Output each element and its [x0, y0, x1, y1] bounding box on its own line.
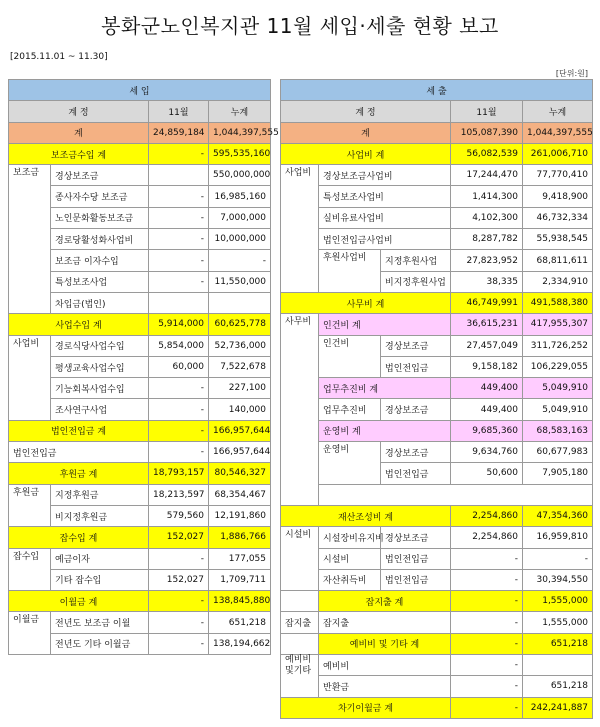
- subcategory-label: 인건비: [319, 335, 381, 378]
- table-row: 기타 잡수입 152,027 1,709,711: [9, 569, 271, 590]
- unit-label: [단위:원]: [555, 69, 588, 78]
- table-row: 조사연구사업 - 140,000: [9, 399, 271, 420]
- category-label: 사업비: [9, 335, 51, 420]
- table-row: 사업비 경로식당사업수입 5,854,000 52,736,000: [9, 335, 271, 356]
- table-row: 보조금 경상보조금 550,000,000: [9, 165, 271, 186]
- misc-income-total-row: 잡수입 계 152,027 1,886,766: [9, 527, 271, 548]
- category-label: 예비비 및기타: [281, 655, 319, 698]
- category-label: 이월금: [9, 612, 51, 655]
- subcategory-label: 후원사업비: [319, 250, 381, 293]
- promotion-total-row: 업무추진비 계 449,400 5,049,910: [281, 378, 593, 399]
- office-expense-total-row: 사무비 계 46,749,991 491,588,380: [281, 292, 593, 313]
- table-row: 잡수입 예금이자 - 177,055: [9, 548, 271, 569]
- reserve-total-row: 예비비 및 기타 계 - 651,218: [281, 633, 593, 654]
- table-row: 후원사업비 지정후원사업 27,823,952 68,811,611: [281, 250, 593, 271]
- expense-col-cum: 누계: [523, 101, 593, 122]
- table-row: 업무추진비 경상보조금 449,400 5,049,910: [281, 399, 593, 420]
- table-row: 특성보조사업비 1,414,300 9,418,900: [281, 186, 593, 207]
- table-row: 반환금 - 651,218: [281, 676, 593, 697]
- expense-table: [280, 79, 593, 719]
- table-row: 비지정후원사업 38,335 2,334,910: [281, 271, 593, 292]
- table-row: 기능회복사업수입 - 227,100: [9, 378, 271, 399]
- subcategory-label: 운영비: [319, 442, 381, 485]
- table-row: 잡지출 잡지출 - 1,555,000: [281, 612, 593, 633]
- expense-col-account: 계 정: [281, 101, 451, 122]
- expense-section-header: 세 출: [281, 80, 593, 101]
- table-row: 후원금 지정후원금 18,213,597 68,354,467: [9, 484, 271, 505]
- table-row: 법인전입금 - 166,957,644: [9, 442, 271, 463]
- table-row: 예비비 및기타 예비비 -: [281, 655, 593, 676]
- table-row: 전년도 기타 이월금 - 138,194,662: [9, 633, 271, 654]
- table-row: 시설비 시설장비유지비 경상보조금 2,254,860 16,959,810: [281, 527, 593, 548]
- table-row: 종사자수당 보조금 - 16,985,160: [9, 186, 271, 207]
- donation-total-row: 후원금 계 18,793,157 80,546,327: [9, 463, 271, 484]
- category-label: 잡지출: [281, 612, 319, 633]
- expense-total-row: 계 105,087,390 1,044,397,555: [281, 122, 593, 143]
- revenue-total-row: 계 24,859,184 1,044,397,555: [9, 122, 271, 143]
- category-label: 사업비: [281, 165, 319, 293]
- table-row: 인건비 경상보조금 27,457,049 311,726,252: [281, 335, 593, 356]
- misc-expense-total-row: 잡지출 계 - 1,555,000: [281, 591, 593, 612]
- revenue-table: [8, 79, 279, 655]
- operation-total-row: 운영비 계 9,685,360 68,583,163: [281, 420, 593, 441]
- business-expense-total-row: 사업비 계 56,082,539 261,006,710: [281, 143, 593, 164]
- table-row: 평생교육사업수입 60,000 7,522,678: [9, 356, 271, 377]
- table-row: 비지정후원금 579,560 12,191,860: [9, 505, 271, 526]
- corporate-transfer-total-row: 법인전입금 계 - 166,957,644: [9, 420, 271, 441]
- revenue-col-account: 계 정: [9, 101, 149, 122]
- table-row: 시설비 법인전입금 - -: [281, 548, 593, 569]
- table-row: 실비유료사업비 4,102,300 46,732,334: [281, 207, 593, 228]
- carryover-total-row: 차기이월금 계 - 242,241,887: [281, 697, 593, 718]
- personnel-total-row: 사무비 인건비 계 36,615,231 417,955,307: [281, 314, 593, 335]
- blank-row: [281, 484, 593, 505]
- table-row: 노인문화활동보조금 - 7,000,000: [9, 207, 271, 228]
- revenue-section-header: 세 입: [9, 80, 271, 101]
- table-row: 법인전입금 9,158,182 106,229,055: [281, 356, 593, 377]
- revenue-col-month: 11월: [149, 101, 209, 122]
- table-row: 자산취득비 법인전입금 - 30,394,550: [281, 569, 593, 590]
- table-row: 법인전입금 50,600 7,905,180: [281, 463, 593, 484]
- carry-total-row: 이월금 계 - 138,845,880: [9, 591, 271, 612]
- table-row: 경로당활성화사업비 - 10,000,000: [9, 229, 271, 250]
- category-label: 보조금: [9, 165, 51, 314]
- property-total-row: 재산조성비 계 2,254,860 47,354,360: [281, 505, 593, 526]
- revenue-col-cum: 누계: [209, 101, 271, 122]
- table-row: 특성보조사업 - 11,550,000: [9, 271, 271, 292]
- table-row: 사업비 경상보조금사업비 17,244,470 77,770,410: [281, 165, 593, 186]
- business-income-total-row: 사업수입 계 5,914,000 60,625,778: [9, 314, 271, 335]
- category-label: 시설비: [281, 527, 319, 591]
- category-label: 사무비: [281, 314, 319, 506]
- table-row: 법인전입금사업비 8,287,782 55,938,545: [281, 229, 593, 250]
- report-period: [2015.11.01 ~ 11.30]: [10, 52, 108, 62]
- table-row: 차입금(법인): [9, 292, 271, 313]
- table-row: 이월금 전년도 보조금 이월 - 651,218: [9, 612, 271, 633]
- table-row: 운영비 경상보조금 9,634,760 60,677,983: [281, 442, 593, 463]
- page-title: 봉화군노인복지관 11월 세입·세출 현황 보고: [101, 14, 499, 38]
- category-label: 잡수입: [9, 548, 51, 591]
- subsidy-income-total-row: 보조금수입 계 - 595,535,160: [9, 143, 271, 164]
- expense-col-month: 11월: [451, 101, 523, 122]
- table-row: 보조금 이자수입 - -: [9, 250, 271, 271]
- category-label: 후원금: [9, 484, 51, 527]
